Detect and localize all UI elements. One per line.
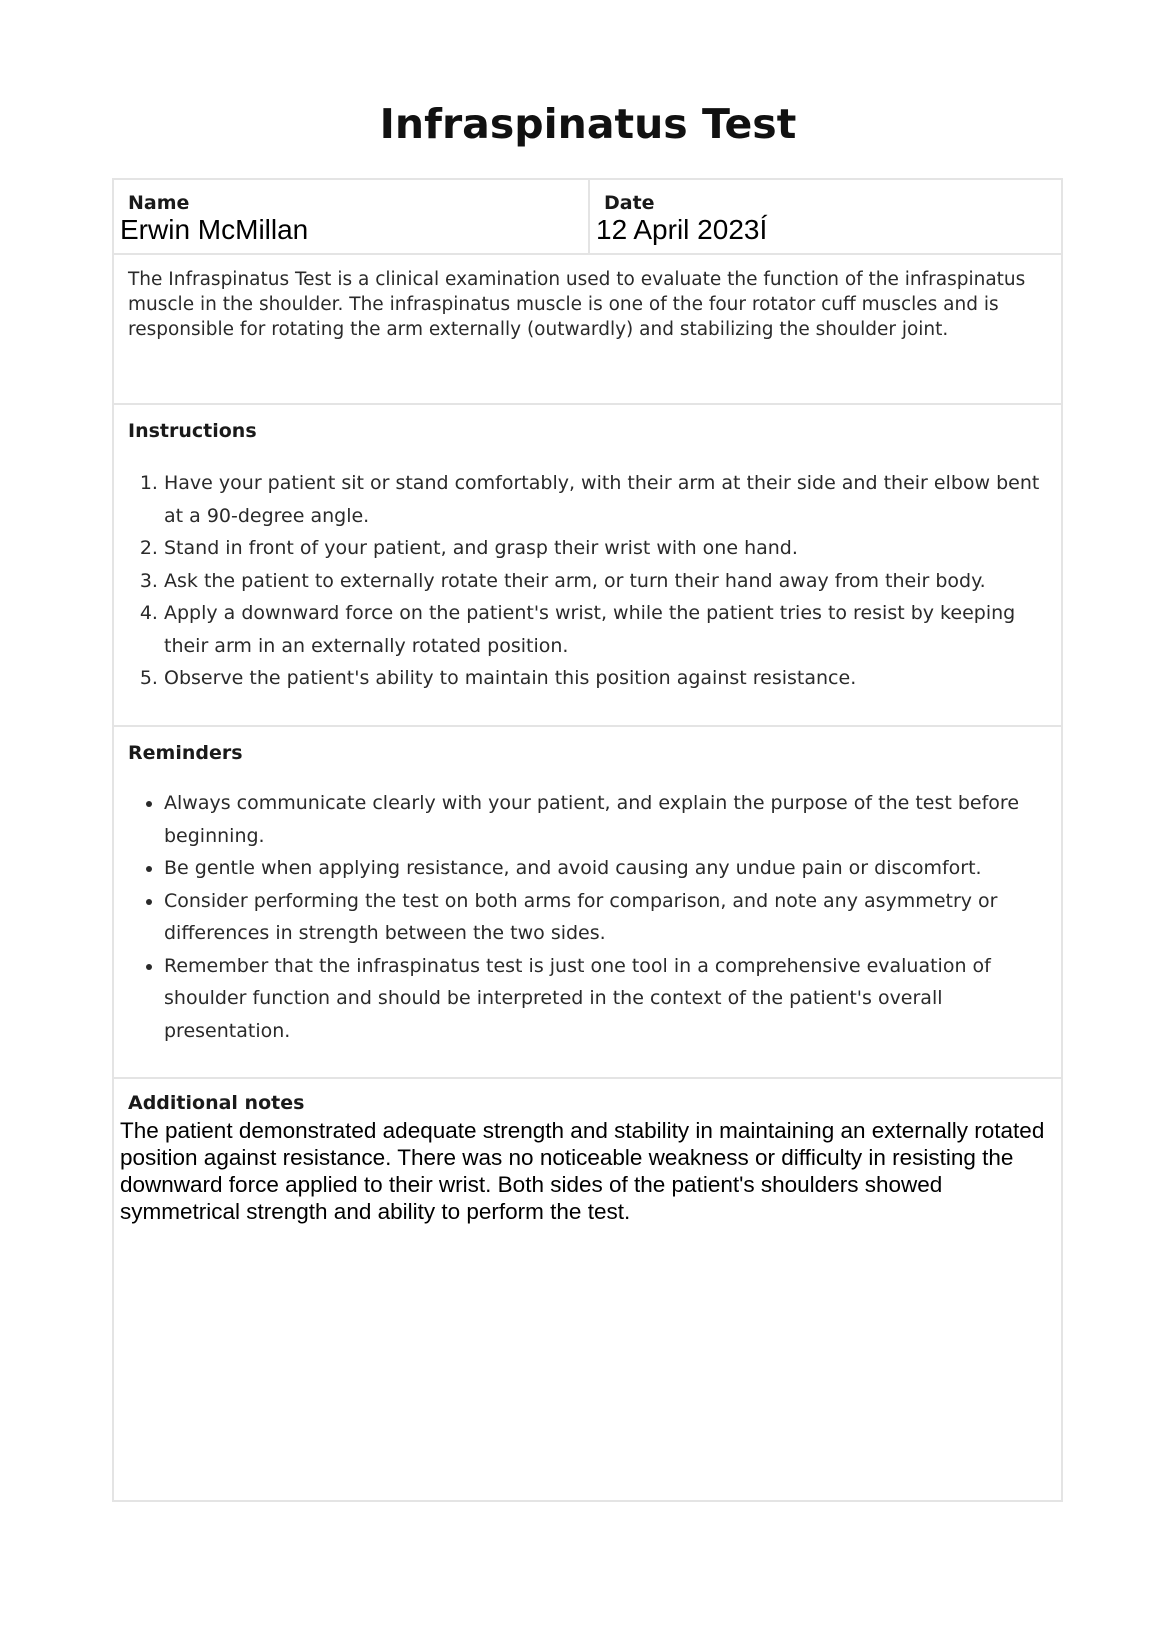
reminder-item: • Be gentle when applying resistance, and avoid causing any undue pain or discomfort. bbox=[164, 852, 1043, 885]
patient-info-row bbox=[114, 180, 1061, 255]
intro-text: The Infraspinatus Test is a clinical examination used to evaluate the function of the infraspinatus muscle in the shoulder. The infraspinatus muscle is one of the four rotator cuff muscles and is responsible for rotating the arm externally (outwardly) and stabilizing the shoulder joint. bbox=[128, 269, 1026, 340]
page-title: Infraspinatus Test bbox=[379, 100, 797, 148]
test-form bbox=[112, 178, 1063, 1502]
reminders-list bbox=[128, 787, 1043, 1047]
instructions-list bbox=[128, 467, 1043, 695]
instruction-item: 5. Observe the patient's ability to maintain this position against resistance. bbox=[164, 662, 1043, 695]
notes-heading: Additional notes bbox=[128, 1092, 305, 1114]
notes-section bbox=[114, 1079, 1061, 1500]
name-field[interactable]: Erwin McMillan bbox=[120, 214, 309, 245]
instruction-item: 1. Have your patient sit or stand comfortably, with their arm at their side and their elbow bent at a 90-degree angle. bbox=[164, 467, 1043, 532]
notes-field[interactable]: The patient demonstrated adequate strength and stability in maintaining an externally rotated position against resistance. There was no noticeable weakness or difficulty in resisting the downward force applied to their wrist. Both sides of the patient's shoulders showed symmetrical strength and ability to perform the test. bbox=[120, 1118, 1045, 1224]
instruction-item: 4. Apply a downward force on the patient's wrist, while the patient tries to resist by keeping their arm in an externally rotated position. bbox=[164, 597, 1043, 662]
name-cell bbox=[114, 180, 590, 253]
date-field[interactable]: 12 April 2023Í bbox=[596, 214, 768, 245]
reminder-item: • Consider performing the test on both arms for comparison, and note any asymmetry or differences in strength between the two sides. bbox=[164, 885, 1043, 950]
instruction-item: 3. Ask the patient to externally rotate their arm, or turn their hand away from their body. bbox=[164, 565, 1043, 598]
date-label: Date bbox=[604, 192, 655, 214]
date-cell bbox=[590, 180, 1061, 253]
reminders-heading: Reminders bbox=[128, 742, 243, 764]
reminder-item: • Always communicate clearly with your patient, and explain the purpose of the test before beginning. bbox=[164, 787, 1043, 852]
instruction-item: 2. Stand in front of your patient, and grasp their wrist with one hand. bbox=[164, 532, 1043, 565]
reminder-item: • Remember that the infraspinatus test is just one tool in a comprehensive evaluation of shoulder function and should be interpreted in the context of the patient's overall presentation. bbox=[164, 950, 1043, 1048]
instructions-heading: Instructions bbox=[128, 420, 257, 442]
intro-section bbox=[114, 255, 1061, 405]
instructions-section bbox=[114, 405, 1061, 727]
name-label: Name bbox=[128, 192, 190, 214]
reminders-section bbox=[114, 727, 1061, 1079]
